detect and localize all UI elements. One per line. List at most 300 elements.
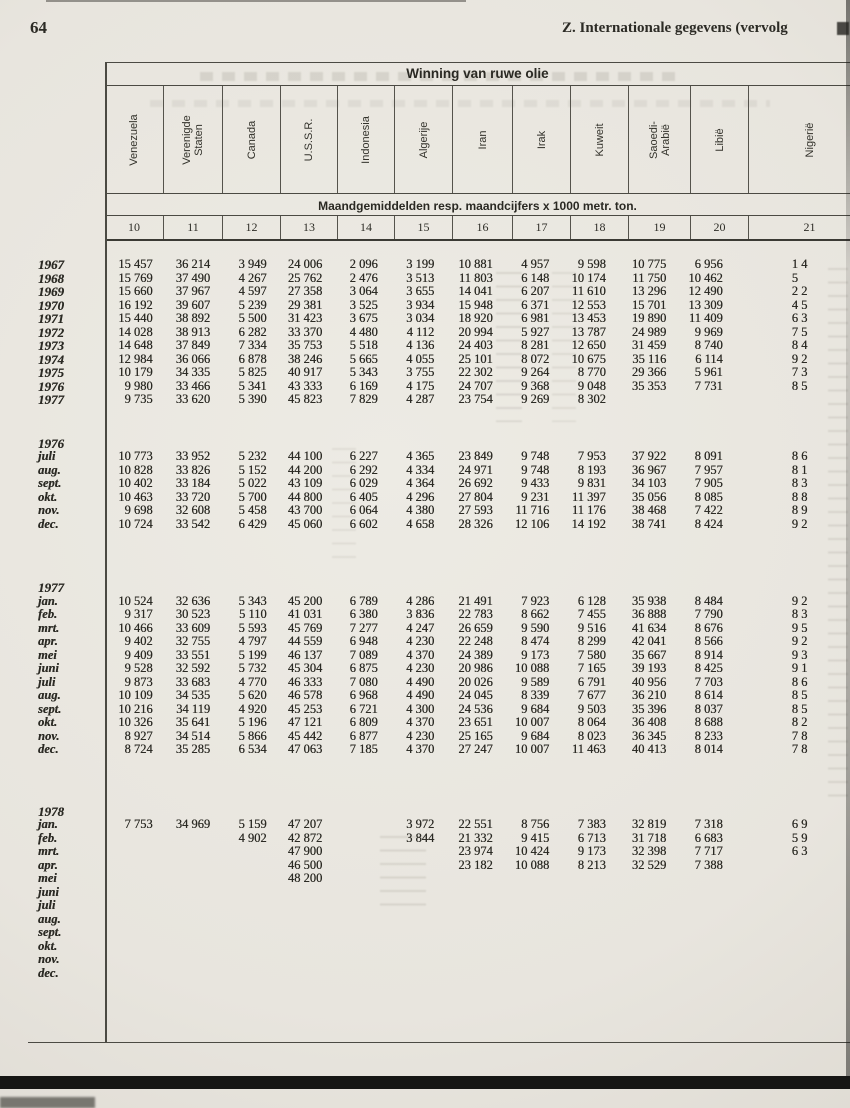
table-cell: 9 2 [791,634,808,648]
row-label: juli [38,449,56,463]
table-cell: 20 986 [458,661,493,675]
table-cell: 25 762 [287,270,323,285]
table-cell [217,953,274,967]
row-label: dec. [38,742,59,756]
table-cell: 7 829 [349,392,378,406]
table-cell: 7 753 [124,817,153,831]
table-cell: 36 888 [631,607,667,621]
table-cell: 40 413 [631,742,667,756]
table-cell: 9 590 [521,620,550,635]
column-header-label: Nigerië [803,122,816,157]
table-cell [274,940,330,954]
table-cell: 13 453 [571,311,606,325]
table-cell [385,886,442,900]
table-cell: 9 980 [124,378,153,393]
table-cell: 33 542 [175,516,211,531]
table-cell: 4 365 [406,449,435,463]
table-cell: 4 136 [406,338,435,352]
table-cell: 7 8 [791,742,808,756]
table-cell: 7 8 [791,728,808,743]
table-cell: 6 877 [349,728,378,743]
table-cell: 4 902 [238,830,267,845]
table-cell: 4 920 [238,701,267,716]
table-cell: 8 281 [521,338,550,352]
table-row [28,380,850,394]
table-cell: 32 398 [631,844,667,858]
table-cell: 4 597 [238,284,267,298]
table-cell: 8 085 [694,489,723,504]
table-cell: 32 592 [175,661,211,675]
table-cell: 24 006 [287,257,323,271]
table-cell: 8 6 [791,674,808,689]
table-cell: 37 849 [175,338,211,352]
table-cell: 7 089 [349,647,378,662]
column-header-label: Irak [535,130,548,149]
table-cell: 7 165 [577,661,606,675]
table-cell: 15 769 [118,270,153,285]
table-cell: 4 364 [406,476,435,490]
table-cell [160,899,218,913]
table-cell: 36 214 [175,257,211,271]
row-label: 1977 [38,392,64,407]
table-cell: 44 559 [287,634,323,648]
table-cell [103,940,160,954]
column-header [105,86,163,193]
table-cell: 6 3 [791,311,808,325]
table-cell: 6 713 [577,830,606,845]
table-cell: 6 114 [695,351,723,366]
column-header-row [105,86,850,193]
table-cell: 20 026 [458,674,493,689]
table-cell: 8 064 [577,715,606,729]
table-cell: 8 662 [521,607,550,621]
table-cell [274,926,330,940]
table-cell: 32 529 [631,857,667,872]
table-cell: 6 791 [577,674,606,689]
table-cell: 33 370 [287,324,323,339]
table-row [28,635,850,649]
table-cell: 9 231 [521,489,550,504]
column-header-label: Canada [245,120,258,159]
table-cell: 9 048 [577,378,606,393]
table-cell: 6 064 [349,503,378,517]
table-cell: 44 200 [287,462,323,477]
table-cell [160,832,218,846]
row-label: 1973 [38,338,64,353]
table-cell: 31 718 [631,830,667,845]
scan-artifact-bottom-band [0,1076,850,1089]
table-cell: 10 828 [118,462,153,477]
table-cell: 36 408 [631,715,667,729]
table-cell [673,913,730,927]
table-cell: 22 302 [458,365,493,379]
table-row [28,649,850,663]
table-cell: 6 9 [791,817,808,831]
row-label: sept. [38,925,62,939]
table-cell [730,953,850,967]
table-cell [160,859,218,873]
table-cell: 3 525 [349,297,378,312]
table-cell: 6 789 [349,593,378,608]
table-row [28,967,850,981]
column-number: 14 [337,216,394,239]
table-cell [730,872,850,886]
table-cell: 9 3 [791,647,808,662]
table-row [28,886,850,900]
table-cell: 8 688 [694,715,723,729]
table-row [28,743,850,757]
table-cell: 23 974 [458,844,493,858]
table-cell: 5 196 [238,715,267,729]
table-cell: 24 707 [458,378,493,393]
row-label: 1978 [38,803,64,819]
table-cell: 33 683 [175,674,211,689]
table-cell: 45 060 [287,516,323,531]
row-label: okt. [38,938,58,953]
table-cell [673,953,730,967]
table-cell: 14 041 [458,284,493,298]
table-cell: 29 366 [631,365,667,379]
table-cell [217,886,274,900]
table-cell: 5 239 [238,297,267,312]
table-cell: 4 658 [406,516,435,531]
table-row [28,464,850,478]
column-number: 11 [163,216,222,239]
table-cell [673,967,730,981]
row-label: sept. [38,701,62,716]
table-cell: 8 023 [577,728,606,743]
table-cell: 22 248 [458,634,493,648]
table-cell: 8 724 [124,742,153,756]
table-cell: 47 207 [287,817,323,831]
table-row [28,703,850,717]
table-cell: 14 648 [118,338,153,352]
table-cell: 9 969 [694,324,723,339]
row-label: nov. [38,728,60,743]
table-cell: 4 247 [406,620,435,635]
table-cell: 35 056 [631,489,667,504]
table-cell: 5 341 [238,378,267,393]
table-cell: 8 484 [694,593,723,608]
row-label: aug. [38,462,61,477]
table-cell [500,926,557,940]
row-label: okt. [38,489,58,504]
table-cell [385,967,442,981]
table-cell [329,926,385,940]
table-cell: 35 938 [631,593,667,608]
table-cell: 9 1 [791,661,808,675]
table-cell: 9 402 [124,634,153,648]
table-cell: 12 650 [571,338,606,352]
table-cell: 9 698 [124,503,153,517]
table-row [28,926,850,940]
table-cell: 5 927 [521,324,550,339]
table-cell: 12 106 [514,516,550,531]
column-header-label: U.S.S.R. [303,118,315,161]
table-cell: 8 072 [521,351,550,366]
table-cell [730,393,850,407]
row-label: 1969 [38,284,64,299]
table-cell: 45 200 [287,593,323,608]
column-header-label: Iran [476,130,489,149]
table-row [28,595,850,609]
table-cell: 43 333 [287,378,323,393]
table-cell: 4 286 [406,593,435,608]
table-cell: 9 264 [521,365,550,379]
table-cell [103,953,160,967]
column-header [452,86,512,193]
table-cell [160,845,218,859]
table-row [28,832,850,846]
row-label: apr. [38,857,58,872]
table-cell: 48 200 [287,871,323,885]
table-cell: 9 317 [124,607,153,621]
table-cell [500,953,557,967]
table-cell: 8 3 [791,476,808,490]
row-label: juli [38,898,56,912]
row-label: 1976 [38,378,64,394]
table-cell: 4 770 [238,674,267,689]
table-cell: 46 500 [287,857,323,872]
column-number: 18 [570,216,628,239]
table-cell: 6 292 [349,462,378,477]
table-cell [385,899,442,913]
row-label: dec. [38,965,59,980]
table-subtitle: Maandgemiddelden resp. maandcijfers x 1000 metr. ton. [318,199,637,213]
column-header [222,86,280,193]
table-cell: 4 287 [406,392,435,406]
table-cell [730,913,850,927]
table-row [28,662,850,676]
table-cell: 6 948 [349,634,378,648]
column-header [748,86,850,193]
table-cell: 4 230 [406,728,435,743]
table-cell [613,953,673,967]
table-cell: 7 677 [577,688,606,702]
table-cell [329,940,385,954]
table-cell: 26 692 [458,476,493,490]
table-cell: 6 3 [791,844,808,858]
table-cell: 9 684 [521,728,550,743]
table-cell [160,926,218,940]
table-cell: 35 285 [175,742,211,756]
table-cell: 5 458 [238,503,267,517]
table-cell: 8 233 [694,728,723,743]
table-cell: 10 174 [571,270,606,285]
table-cell: 35 116 [632,351,667,366]
table-row [28,622,850,636]
table-cell: 5 961 [694,365,723,379]
table-cell [103,967,160,981]
table-cell: 24 403 [458,338,493,352]
table-cell: 25 101 [458,351,493,366]
table-cell: 11 409 [688,311,723,325]
table-cell [441,886,499,900]
table-cell: 36 066 [175,351,211,366]
row-gap [28,757,850,805]
year-heading-row [28,437,850,451]
column-header [163,86,222,193]
table-cell: 38 246 [287,351,323,366]
row-label: dec. [38,516,59,531]
table-cell: 44 100 [287,449,323,463]
table-row [28,353,850,367]
table-cell: 8 474 [521,634,550,648]
table-cell: 14 192 [571,516,606,531]
table-cell [441,913,499,927]
table-cell: 3 844 [406,830,435,845]
table-cell: 5 866 [238,728,267,743]
table-cell: 9 598 [577,257,606,271]
row-label: 1970 [38,297,64,313]
table-cell: 6 282 [238,324,267,339]
row-label: mei [38,871,57,885]
table-cell: 6 875 [349,661,378,675]
table-cell: 13 309 [688,297,723,312]
table-cell: 4 370 [406,742,435,756]
table-cell: 2 096 [349,257,378,271]
row-label: juli [38,674,56,689]
table-cell: 43 700 [287,503,323,517]
table-cell: 13 787 [571,324,606,339]
table-cell: 33 720 [175,489,211,504]
table-row [28,676,850,690]
table-cell: 36 967 [631,462,667,477]
table-cell: 9 409 [124,647,153,662]
table-cell: 9 503 [577,701,606,716]
table-cell: 8 927 [124,728,153,743]
table-row [28,689,850,703]
table-cell: 6 405 [349,489,378,504]
table-cell: 4 112 [406,324,435,339]
table-cell: 9 415 [521,830,550,845]
table-cell: 47 121 [287,715,323,729]
table-cell: 28 326 [458,516,493,531]
table-cell [385,872,442,886]
row-label: nov. [38,952,60,966]
rule-table-top [105,62,850,63]
table-cell: 6 371 [521,297,550,312]
row-label: aug. [38,911,61,926]
table-cell: 14 028 [118,324,153,339]
table-cell: 23 754 [458,392,493,406]
table-cell [217,940,274,954]
table-cell [329,953,385,967]
table-cell: 35 667 [631,647,667,662]
table-cell: 45 304 [287,661,323,675]
table-cell: 9 748 [521,449,550,463]
table-cell: 5 [791,270,798,285]
table-cell: 24 045 [458,688,493,702]
table-cell: 6 148 [521,270,550,285]
table-cell: 8 425 [694,661,723,675]
row-label: 1972 [38,324,64,340]
table-cell: 3 836 [406,607,435,621]
table-cell [160,913,218,927]
column-header [512,86,570,193]
table-cell [274,913,330,927]
table-cell: 10 463 [118,489,153,504]
row-label: mrt. [38,844,60,858]
table-cell: 9 433 [521,476,550,490]
column-header-label: Kuweit [593,122,606,157]
table-cell: 35 396 [631,701,667,716]
table-cell: 10 881 [458,257,493,271]
table-cell: 7 383 [577,817,606,831]
table-cell: 10 179 [118,365,153,379]
row-label: aug. [38,688,61,702]
table-cell: 5 199 [238,647,267,662]
table-cell: 27 247 [458,742,493,756]
table-cell: 15 948 [458,297,493,312]
table-cell: 6 956 [694,257,723,271]
table-cell: 10 326 [118,715,153,729]
table-cell: 37 967 [175,284,211,298]
table-cell [613,872,673,886]
table-cell: 9 173 [577,844,606,858]
table-cell [274,899,330,913]
column-header-label: Venezuela [128,113,140,166]
table-cell: 5 152 [238,462,267,477]
table-cell: 8 8 [791,489,808,504]
table-cell: 8 676 [694,620,723,635]
table-cell [730,967,850,981]
table-cell [613,913,673,927]
table-cell: 7 717 [694,844,723,858]
table-cell: 8 213 [577,857,606,872]
table-cell: 38 892 [175,311,211,325]
table-cell: 46 137 [287,647,323,662]
table-cell: 31 423 [287,311,323,325]
table-cell: 10 462 [688,270,723,285]
table-cell: 6 809 [349,715,378,729]
table-cell: 32 636 [175,593,211,608]
table-cell: 6 128 [577,593,606,608]
row-label: sept. [38,476,62,490]
table-cell: 16 192 [118,297,153,312]
table-cell: 38 468 [631,503,667,517]
table-cell [730,926,850,940]
table-cell: 4 370 [406,647,435,662]
row-label: mei [38,647,57,662]
table-row [28,818,850,832]
table-cell [556,872,613,886]
table-cell [217,845,274,859]
table-cell: 15 701 [631,297,667,312]
column-header [337,86,394,193]
row-gap [28,531,850,581]
row-label: juni [38,661,59,675]
table-cell [103,845,160,859]
table-row [28,913,850,927]
table-cell: 45 253 [287,701,323,716]
table-cell: 30 523 [175,607,211,621]
table-cell: 7 731 [694,378,723,393]
table-cell: 41 031 [287,607,323,621]
table-cell: 8 302 [577,392,606,406]
table-cell [217,926,274,940]
table-cell: 33 184 [175,476,211,490]
table-cell [160,940,218,954]
table-cell: 4 175 [406,378,435,393]
row-gap [28,407,850,437]
table-cell: 9 173 [521,647,550,662]
table-cell [613,967,673,981]
table-cell: 34 514 [175,728,211,743]
table-cell: 6 721 [349,701,378,716]
table-row [28,730,850,744]
year-heading-row [28,805,850,819]
